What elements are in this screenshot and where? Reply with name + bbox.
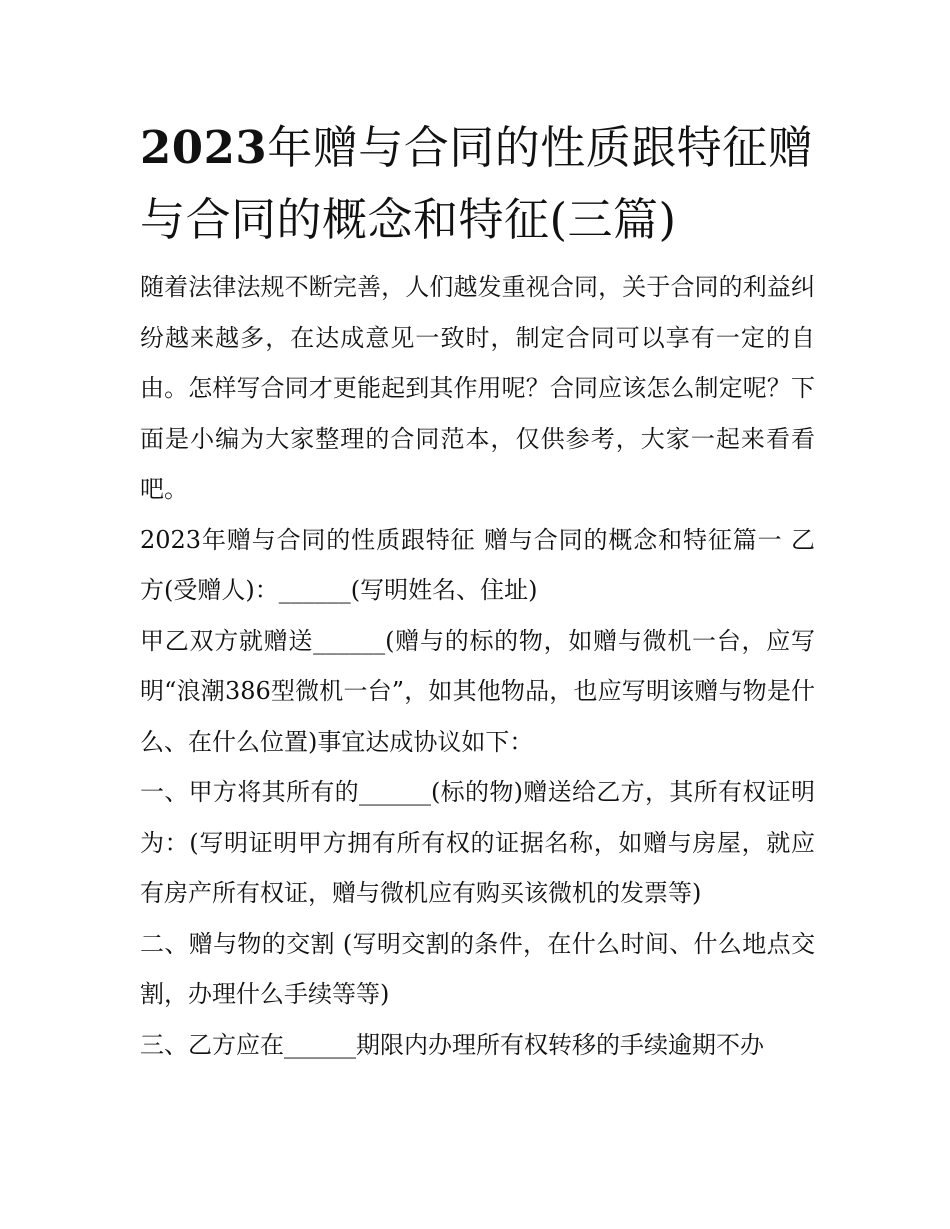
document-title <box>140 112 815 256</box>
clause-two-paragraph: 二、赠与物的交割 (写明交割的条件，在什么时间、什么地点交割，办理什么手续等等) <box>140 929 815 1008</box>
clause-one-paragraph: 一、甲方将其所有的______(标的物)赠送给乙方，其所有权证明为：(写明证明甲方拥有所有权的证据名称，如赠与房屋，就应有房产所有权证，赠与微机应有购买该微机的发票等) <box>140 778 815 907</box>
recipient-paragraph: 2023年赠与合同的性质跟特征 赠与合同的概念和特征篇一 乙方(受赠人)：______(写明姓名、住址) <box>140 525 815 604</box>
title-text: 年赠与合同的性质跟特征赠与合同的概念和特征(三篇) <box>140 121 814 246</box>
intro-paragraph: 随着法律法规不断完善，人们越发重视合同，关于合同的利益纠纷越来越多，在达成意见一致时，制定合同可以享有一定的自由。怎样写合同才更能起到其作用呢？合同应该怎么制定呢？下面是小编为大家整理的合同范本，仅供参考，大家一起来看看吧。 <box>140 273 815 503</box>
clause-three-paragraph: 三、乙方应在______期限内办理所有权转移的手续逾期不办 <box>140 1030 764 1059</box>
title-year: 2023 <box>140 121 268 174</box>
agreement-paragraph: 甲乙双方就赠送______(赠与的标的物，如赠与微机一台，应写明“浪潮386型微机一台”，如其他物品，也应写明该赠与物是什么、在什么位置)事宜达成协议如下： <box>140 626 815 756</box>
document-page <box>140 112 815 1070</box>
